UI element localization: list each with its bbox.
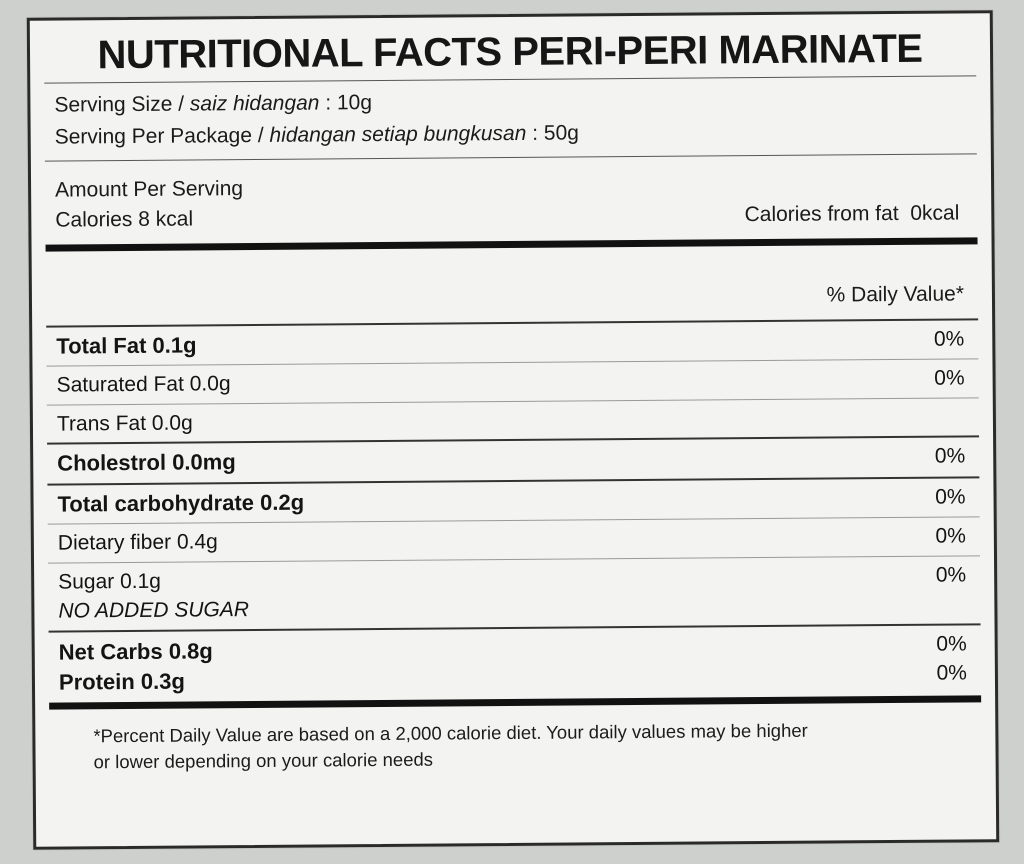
nutrient-daily-value: 0% xyxy=(935,524,966,548)
nutrient-daily-value: 0% xyxy=(934,366,965,391)
nutrient-name: Net Carbs 0.8g xyxy=(58,638,213,665)
daily-value-header: % Daily Value* xyxy=(826,282,965,307)
nutrient-daily-value: 0% xyxy=(936,632,967,656)
nutrient-name: Protein 0.3g xyxy=(58,668,185,695)
serving-per-package-row xyxy=(55,114,977,153)
nutrient-name-group xyxy=(59,637,214,698)
serving-information xyxy=(44,76,977,160)
calories-label: Calories xyxy=(55,208,133,233)
serving-size-label-ms: saiz hidangan xyxy=(189,91,320,116)
nutrient-daily-value: 0% xyxy=(933,327,965,351)
serving-size-value: : 10g xyxy=(325,91,373,115)
footnote xyxy=(49,702,982,777)
calories-left xyxy=(55,205,193,237)
amount-per-serving-block xyxy=(45,154,978,244)
calories-from-fat-right xyxy=(744,199,973,231)
calories-from-fat-value: 0kcal xyxy=(910,201,960,226)
nutrient-row-sugar xyxy=(48,556,981,631)
nutrient-daily-value-group xyxy=(936,631,967,688)
label-title: NUTRITIONAL FACTS PERI-PERI MARINATE xyxy=(97,26,923,78)
serving-per-package-value: : 50g xyxy=(532,120,580,145)
nutrient-name: Dietary fiber 0.4g xyxy=(57,530,218,555)
nutrient-name: Sugar 0.1g xyxy=(58,569,162,594)
calories-from-fat-label: Calories from fat xyxy=(744,202,899,227)
calories-row xyxy=(55,199,973,237)
serving-per-package-label-ms: hidangan setiap bungkusan xyxy=(269,121,527,147)
nutrient-daily-value: 0% xyxy=(936,661,968,685)
nutrient-name: Total Fat 0.1g xyxy=(56,332,197,359)
calories-value: 8 kcal xyxy=(138,207,194,232)
footnote-line-2: or lower depending on your calorie needs xyxy=(93,749,434,773)
nutrient-name-group xyxy=(58,567,249,626)
nutrient-daily-value: 0% xyxy=(934,444,966,468)
nutrient-row-net-carbs-protein xyxy=(49,626,982,703)
nutrient-name: Cholestrol 0.0mg xyxy=(57,449,236,476)
serving-size-label-en: Serving Size / xyxy=(54,92,185,117)
serving-per-package-label-en: Serving Per Package / xyxy=(54,123,264,149)
nutrient-daily-value: 0% xyxy=(935,485,966,509)
amount-per-serving-heading: Amount Per Serving xyxy=(55,177,244,202)
nutrient-name: Total carbohydrate 0.2g xyxy=(57,489,305,517)
nutrient-list xyxy=(46,318,981,709)
footnote-line-1: *Percent Daily Value are based on a 2,000 calorie diet. Your daily values may be higher xyxy=(93,719,808,746)
nutrient-name: Saturated Fat 0.0g xyxy=(56,372,231,398)
nutrient-name: Trans Fat 0.0g xyxy=(56,411,193,436)
no-added-sugar-note: NO ADDED SUGAR xyxy=(58,597,250,623)
nutrition-facts-label xyxy=(27,10,1000,850)
nutrient-daily-value: 0% xyxy=(935,562,967,587)
